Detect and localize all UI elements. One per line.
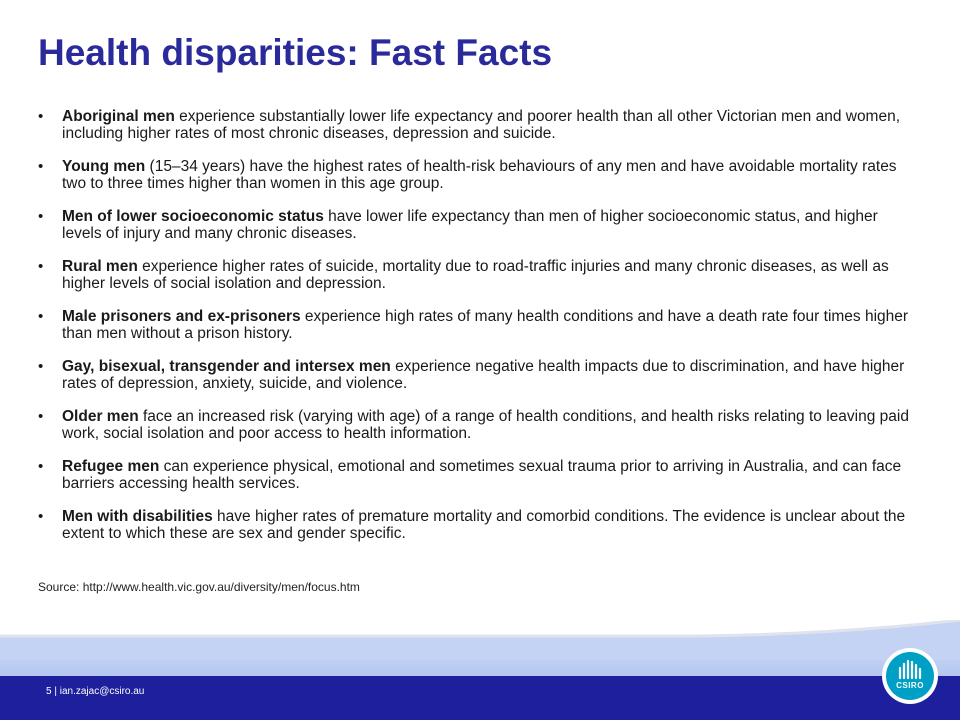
bullet-bold: Men with disabilities — [62, 508, 213, 525]
bullet-item — [38, 408, 918, 442]
footer-info — [46, 686, 144, 697]
bullet-item — [38, 358, 918, 392]
bullet-icon: • — [38, 108, 44, 125]
bullet-item — [38, 308, 918, 342]
bullet-text: face an increased risk (varying with age) of a range of health conditions, and health risks relating to leaving paid work, social isolation and poor access to health information. — [62, 408, 909, 442]
footer-separator: | — [54, 686, 57, 697]
bullet-item — [38, 458, 918, 492]
slide-title: Health disparities: Fast Facts — [38, 32, 553, 73]
footer-email: ian.zajac@csiro.au — [59, 686, 145, 697]
bullet-icon: • — [38, 308, 44, 325]
csiro-logo-icon — [882, 648, 938, 704]
bullet-text: have higher rates of premature mortality and comorbid conditions. The evidence is unclear about the extent to which these are sex and gender specific. — [62, 508, 906, 542]
bullet-item — [38, 158, 918, 192]
bullet-icon: • — [38, 408, 44, 425]
bullet-bold: Gay, bisexual, transgender and intersex men — [62, 358, 391, 375]
bullet-text: experience high rates of many health conditions and have a death rate four times higher than men without a prison history. — [62, 308, 909, 342]
page-number: 5 — [46, 686, 52, 697]
bullet-text: can experience physical, emotional and sometimes sexual trauma prior to arriving in Australia, and can face barriers accessing health services. — [62, 458, 902, 492]
bullet-text: have lower life expectancy than men of higher socioeconomic status, and higher levels of injury and many chronic diseases. — [62, 208, 878, 242]
bullet-text: experience substantially lower life expectancy and poorer health than all other Victorian men and women, including higher rates of most chronic diseases, depression and suicide. — [62, 108, 901, 142]
bullet-bold: Young men — [62, 158, 146, 175]
source-citation: Source: http://www.health.vic.gov.au/diversity/men/focus.htm — [38, 580, 360, 594]
bullet-icon: • — [38, 158, 44, 175]
bullet-bold: Aboriginal men — [62, 108, 175, 125]
logo-lines-icon — [886, 652, 934, 700]
bullet-list — [38, 108, 918, 558]
bullet-icon: • — [38, 258, 44, 275]
bullet-bold: Rural men — [62, 258, 138, 275]
bullet-item — [38, 258, 918, 292]
bullet-bold: Male prisoners and ex-prisoners — [62, 308, 301, 325]
bullet-icon: • — [38, 508, 44, 525]
bullet-item — [38, 508, 918, 542]
bullet-icon: • — [38, 458, 44, 475]
bullet-bold: Older men — [62, 408, 139, 425]
bullet-item — [38, 208, 918, 242]
footer-band-dark — [0, 676, 960, 720]
bullet-text: experience higher rates of suicide, mortality due to road-traffic injuries and many chronic diseases, as well as higher levels of social isolation and depression. — [62, 258, 889, 292]
bullet-bold: Men of lower socioeconomic status — [62, 208, 324, 225]
bullet-bold: Refugee men — [62, 458, 160, 475]
bullet-item — [38, 108, 918, 142]
logo-text: CSIRO — [896, 681, 924, 690]
bullet-icon: • — [38, 208, 44, 225]
bullet-text: experience negative health impacts due to discrimination, and have higher rates of depression, anxiety, suicide, and violence. — [62, 358, 905, 392]
footer-swoosh — [0, 620, 960, 660]
logo-circle — [886, 652, 934, 700]
bullet-icon: • — [38, 358, 44, 375]
bullet-text: (15–34 years) have the highest rates of health-risk behaviours of any men and have avoidable mortality rates two to three times higher than women in this age group. — [62, 158, 897, 192]
